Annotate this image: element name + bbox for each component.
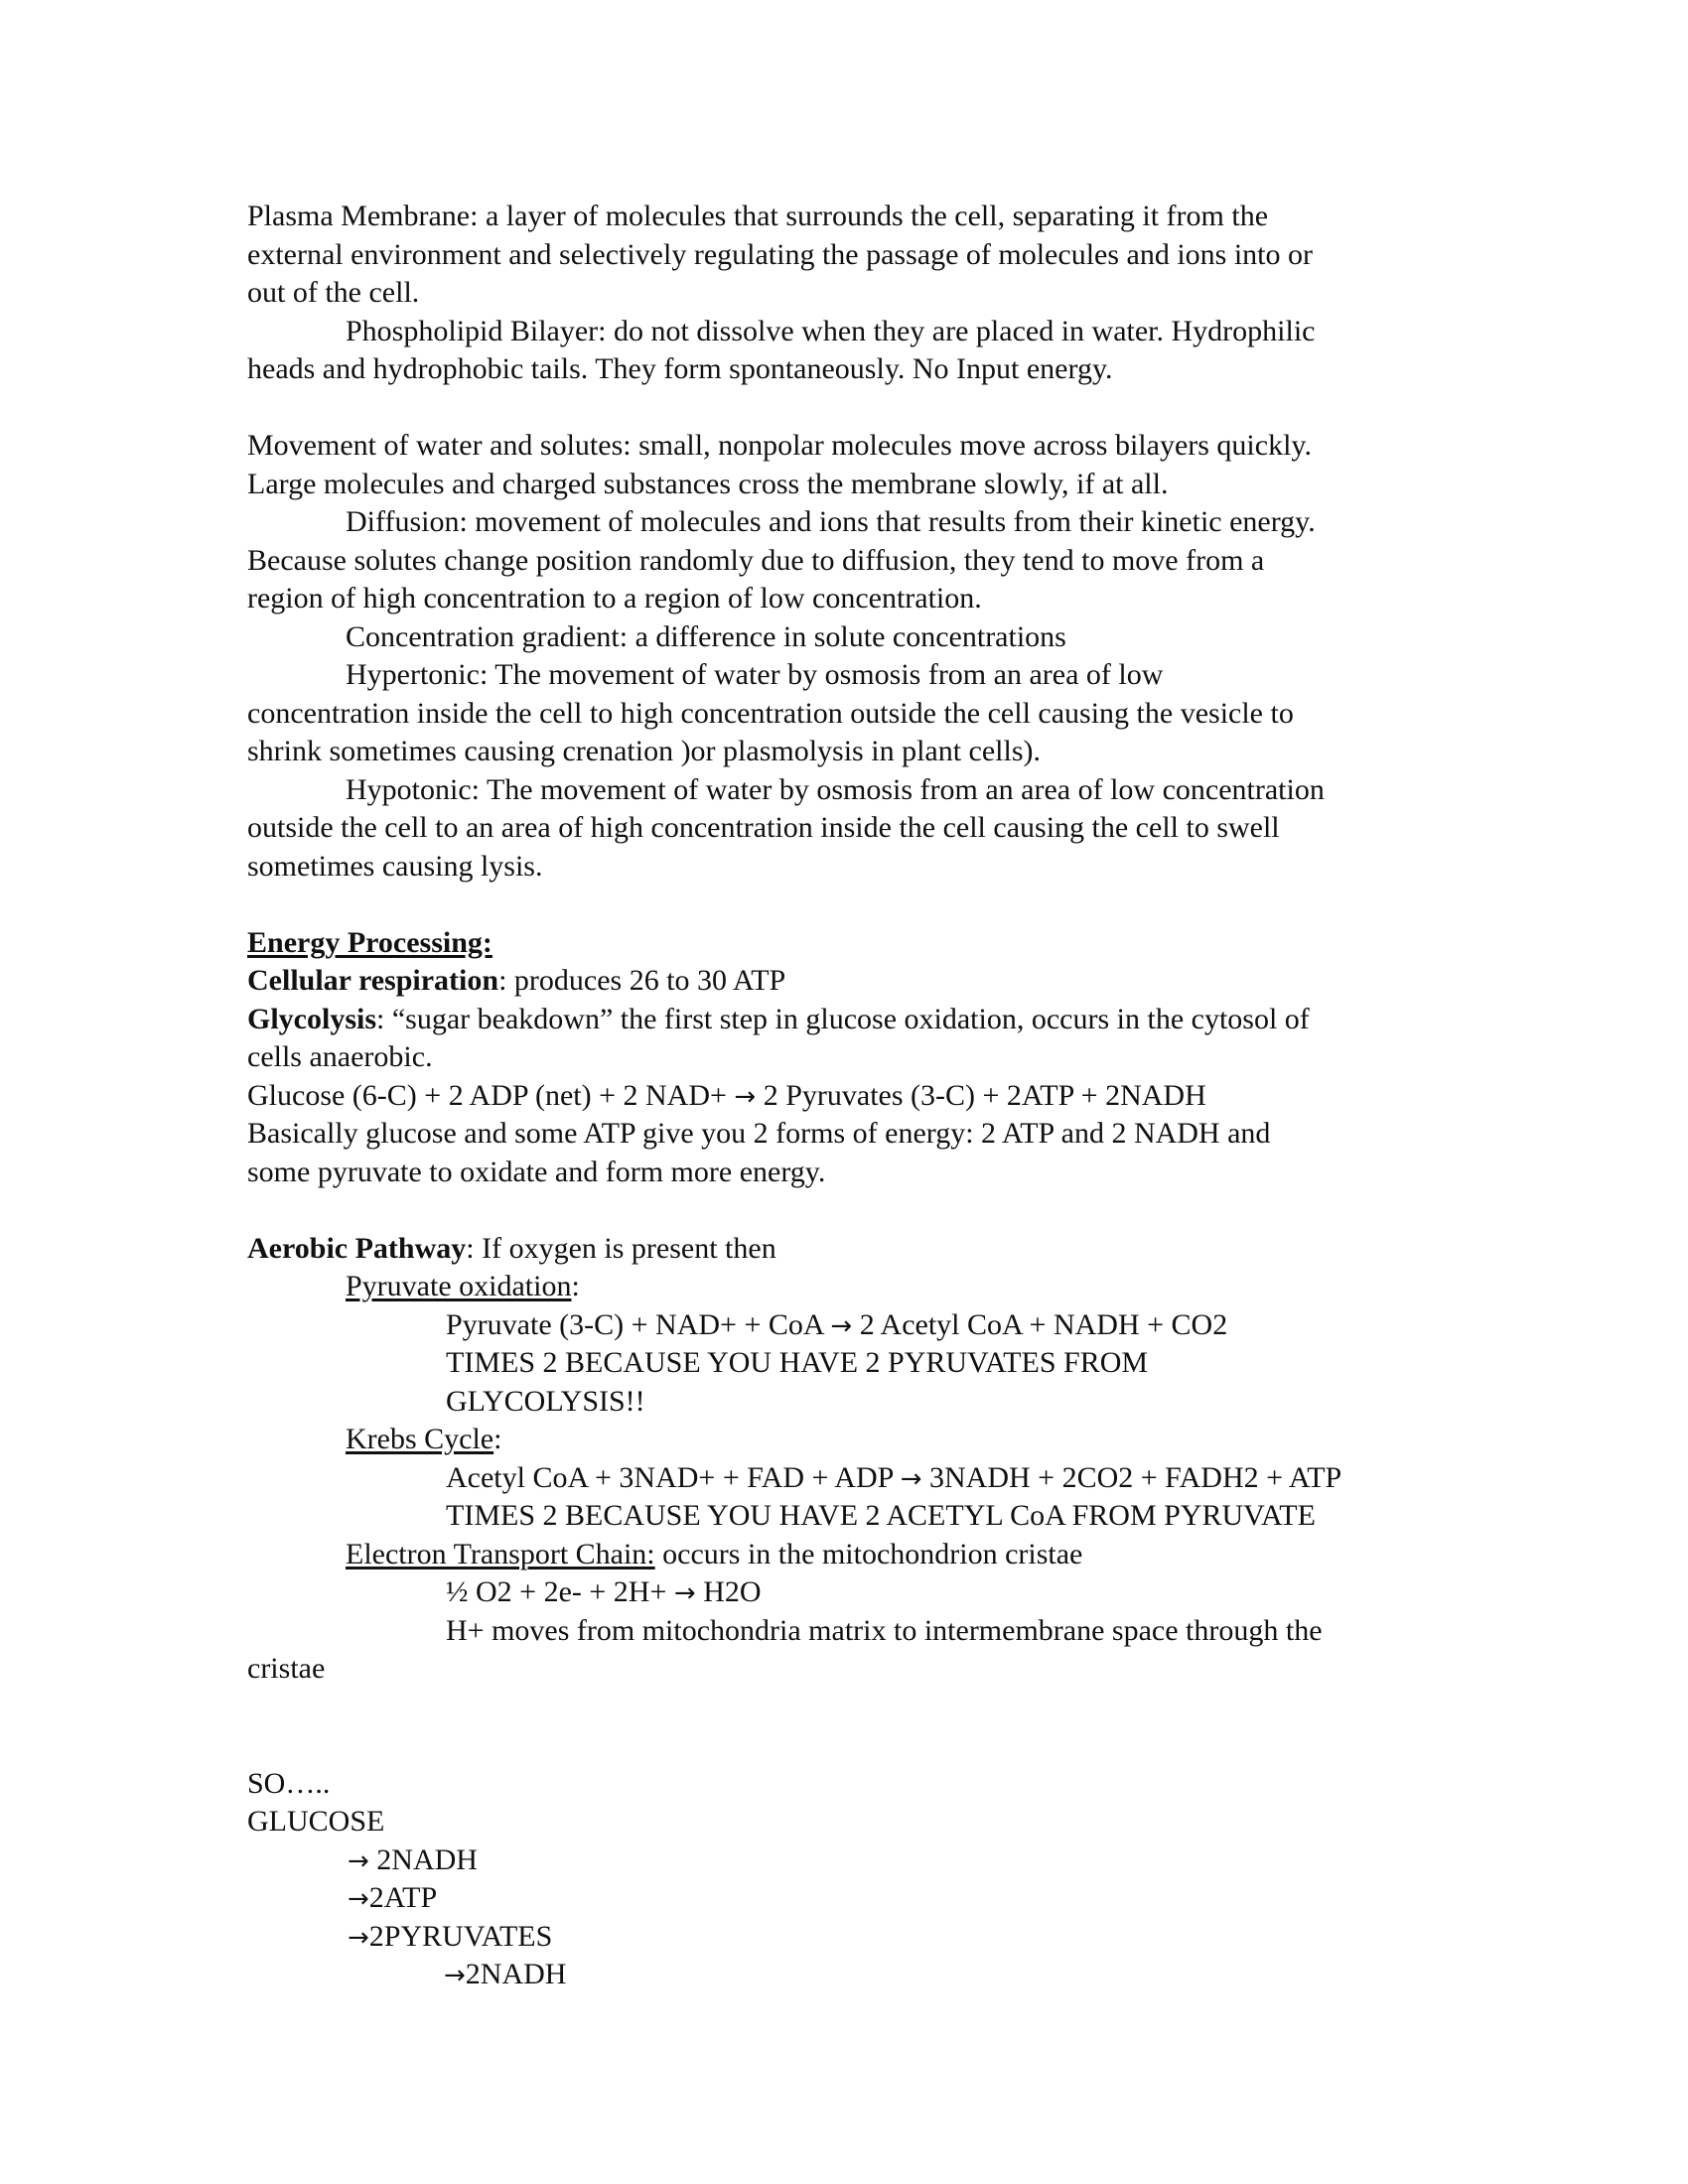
cellular-respiration-term: Cellular respiration <box>247 964 499 997</box>
membrane-line-2: external environment and selectively regulating the passage of molecules and ions into or <box>247 237 1313 271</box>
pyruvate-note-1: TIMES 2 BECAUSE YOU HAVE 2 PYRUVATES FROM <box>446 1346 1149 1379</box>
summary-item-label: 2ATP <box>368 1881 438 1914</box>
etc-heading: Electron Transport Chain: <box>346 1537 655 1570</box>
diffusion-line-3: region of high concentration to a region of low concentration. <box>247 582 982 614</box>
arrow-icon: → <box>830 1310 853 1341</box>
spacer <box>247 886 1469 924</box>
bilayer-line-2: heads and hydrophobic tails. They form spontaneously. No Input energy. <box>247 352 1113 385</box>
document-page <box>247 198 1469 1994</box>
equation-right: 2 Pyruvates (3-C) + 2ATP + 2NADH <box>756 1078 1206 1112</box>
glycolysis-line-2: cells anaerobic. <box>247 1040 433 1073</box>
movement-line-2: Large molecules and charged substances cross the membrane slowly, if at all. <box>247 467 1169 500</box>
summary-item-pyruvates <box>247 1918 1469 1957</box>
spacer <box>247 389 1469 428</box>
etc-equation <box>247 1573 1469 1612</box>
pyruvate-equation <box>247 1306 1469 1345</box>
membrane-line-1: Plasma Membrane: a layer of molecules that surrounds the cell, separating it from the <box>247 200 1269 232</box>
arrow-icon: → <box>348 1845 369 1876</box>
cellular-respiration-line <box>247 962 1469 1001</box>
summary-glucose: GLUCOSE <box>247 1805 385 1838</box>
krebs-note: TIMES 2 BECAUSE YOU HAVE 2 ACETYL CoA FROM PYRUVATE <box>446 1499 1316 1532</box>
aerobic-line <box>247 1230 1469 1269</box>
glycolysis-equation <box>247 1077 1469 1116</box>
energy-heading: Energy Processing: <box>247 925 492 959</box>
krebs-equation <box>247 1459 1469 1498</box>
arrow-icon: → <box>900 1463 922 1494</box>
arrow-icon: → <box>734 1081 757 1112</box>
pyruvate-colon: : <box>571 1270 580 1302</box>
summary-item-atp <box>247 1879 1469 1918</box>
gradient-line: Concentration gradient: a difference in solute concentrations <box>346 619 1066 653</box>
krebs-eq-left: Acetyl CoA + 3NAD+ + FAD + ADP <box>446 1460 901 1494</box>
movement-line-1: Movement of water and solutes: small, nonpolar molecules move across bilayers quickly. <box>247 429 1312 462</box>
krebs-heading-line <box>247 1421 1469 1459</box>
arrow-icon: → <box>444 1961 466 1990</box>
krebs-colon: : <box>493 1423 502 1455</box>
membrane-line-3: out of the cell. <box>247 276 420 309</box>
pyruvate-eq-right: 2 Acetyl CoA + NADH + CO2 <box>852 1307 1228 1341</box>
etc-eq-right: H2O <box>695 1575 762 1608</box>
hypotonic-line-2: outside the cell to an area of high concentration inside the cell causing the cell to swell <box>247 811 1280 844</box>
spacer <box>247 1689 1469 1765</box>
glycolysis-line <box>247 1001 1469 1039</box>
hypotonic-line-3: sometimes causing lysis. <box>247 849 543 883</box>
pyruvate-eq-left: Pyruvate (3-C) + NAD+ + CoA <box>446 1307 831 1341</box>
arrow-icon: → <box>348 1884 369 1914</box>
hypotonic-line-1: Hypotonic: The movement of water by osmosis from an area of low concentration <box>346 772 1325 806</box>
hypertonic-line-3: shrink sometimes causing crenation )or plasmolysis in plant cells). <box>247 735 1042 767</box>
hypertonic-line-1: Hypertonic: The movement of water by osmosis from an area of low <box>346 658 1164 691</box>
arrow-icon: → <box>673 1578 696 1608</box>
pyruvate-heading-line <box>247 1268 1469 1306</box>
spacer <box>247 1191 1469 1230</box>
cellular-respiration-text: : produces 26 to 30 ATP <box>498 964 786 997</box>
etc-text: occurs in the mitochondrion cristae <box>654 1537 1083 1570</box>
etc-heading-line <box>247 1536 1469 1574</box>
diffusion-line-1: Diffusion: movement of molecules and ions that results from their kinetic energy. <box>346 505 1316 538</box>
summary-subitem-label: 2NADH <box>465 1958 567 1990</box>
bilayer-line-1: Phospholipid Bilayer: do not dissolve when they are placed in water. Hydrophilic <box>346 314 1316 347</box>
summary-subitem-nadh <box>247 1956 1469 1994</box>
summary-item-nadh <box>247 1842 1469 1880</box>
aerobic-term: Aerobic Pathway <box>247 1231 467 1265</box>
krebs-eq-right: 3NADH + 2CO2 + FADH2 + ATP <box>921 1460 1342 1494</box>
etc-eq-left: ½ O2 + 2e- + 2H+ <box>446 1575 674 1608</box>
summary-so: SO….. <box>247 1766 331 1800</box>
etc-note-1: H+ moves from mitochondria matrix to intermembrane space through the <box>446 1613 1323 1647</box>
aerobic-text: : If oxygen is present then <box>466 1231 776 1265</box>
pyruvate-note-2: GLYCOLYSIS!! <box>446 1384 645 1418</box>
glycolysis-summary-1: Basically glucose and some ATP give you 2 forms of energy: 2 ATP and 2 NADH and <box>247 1117 1271 1150</box>
summary-item-label: 2PYRUVATES <box>368 1919 553 1953</box>
glycolysis-summary-2: some pyruvate to oxidate and form more energy. <box>247 1155 826 1188</box>
etc-note-2: cristae <box>247 1652 326 1685</box>
krebs-heading: Krebs Cycle <box>346 1423 494 1455</box>
arrow-icon: → <box>348 1922 369 1953</box>
equation-left: Glucose (6-C) + 2 ADP (net) + 2 NAD+ <box>247 1078 735 1112</box>
diffusion-line-2: Because solutes change position randomly due to diffusion, they tend to move from a <box>247 543 1265 577</box>
pyruvate-heading: Pyruvate oxidation <box>346 1270 572 1302</box>
summary-item-label: 2NADH <box>368 1843 478 1876</box>
glycolysis-text: : “sugar beakdown” the first step in glucose oxidation, occurs in the cytosol of <box>376 1002 1310 1035</box>
hypertonic-line-2: concentration inside the cell to high concentration outside the cell causing the vesicle to <box>247 696 1294 730</box>
glycolysis-term: Glycolysis <box>247 1002 377 1035</box>
